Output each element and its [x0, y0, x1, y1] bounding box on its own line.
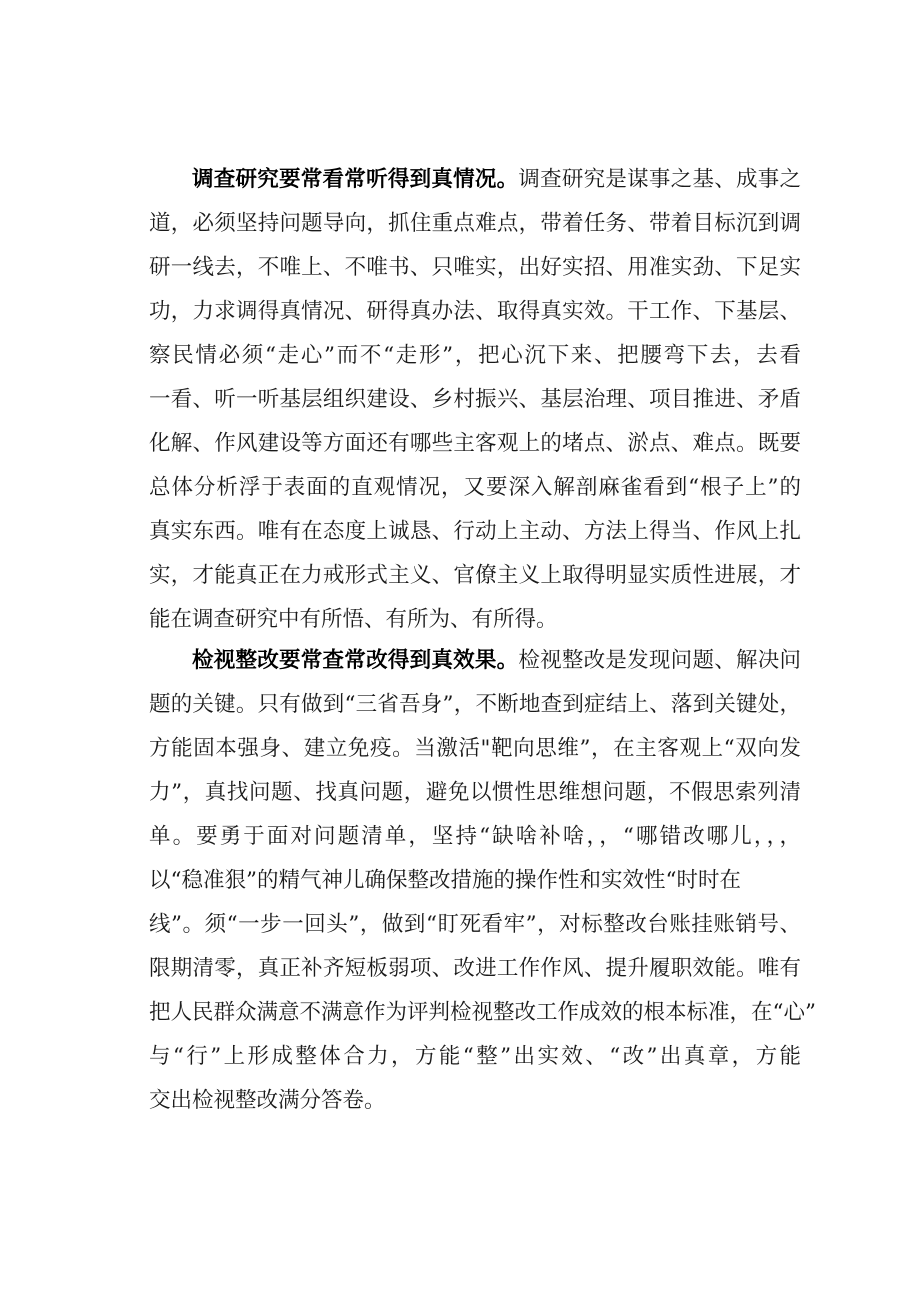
paragraph2-line-2: 题的关键。只有做到“三省吾身”，不断地查到症结上、落到关键处， [149, 692, 801, 717]
paragraph2-line-3: 方能固本强身、建立免疫。当激活"靶向思维”，在主客观上“双向发 [149, 736, 801, 761]
paragraph2-line-6: 以“稳准狠”的精气神儿确保整改措施的操作性和实效性“时时在 [149, 868, 741, 893]
paragraph2-line-5: 单。要勇于面对问题清单，坚持“缺啥补啥，，“哪错改哪儿，，， [149, 824, 801, 849]
paragraph2-line-7: 线”。须“一步一回头”，做到“盯死看牢”，对标整改台账挂账销号、 [149, 912, 801, 937]
paragraph2-line-9: 把人民群众满意不满意作为评判检视整改工作成效的根本标准，在“心” [149, 1000, 816, 1025]
paragraph2-line-1 [192, 641, 801, 681]
paragraph1-line-4: 功，力求调得真情况、研得真办法、取得真实效。干工作、下基层、 [149, 299, 801, 324]
paragraph1-line-10: 实，才能真正在力戒形式主义、官僚主义上取得明显实质性进展，才 [149, 563, 801, 588]
paragraph1-line-1 [192, 160, 801, 200]
paragraph1-text: 调查研究是谋事之基、成事之 [518, 167, 801, 192]
paragraph2-heading: 检视整改要常查常改得到真效果。 [192, 648, 519, 673]
paragraph1-line-5: 察民情必须“走心”而不“走形”，把心沉下来、把腰弯下去，去看 [149, 343, 801, 368]
paragraph2-line-4: 力”，真找问题、找真问题，避免以惯性思维想问题，不假思索列清 [149, 780, 801, 805]
paragraph1-line-11: 能在调查研究中有所悟、有所为、有所得。 [149, 607, 558, 632]
paragraph1-line-8: 总体分析浮于表面的直观情况，又要深入解剖麻雀看到“根子上”的 [149, 475, 801, 500]
paragraph2-line-10: 与“行”上形成整体合力，方能“整”出实效、“改”出真章，方能 [149, 1044, 801, 1069]
paragraph2-text: 检视整改是发现问题、解决问 [518, 648, 801, 673]
paragraph1-line-7: 化解、作风建设等方面还有哪些主客观上的堵点、淤点、难点。既要 [149, 431, 801, 456]
paragraph1-heading: 调查研究要常看常听得到真情况。 [192, 167, 519, 192]
paragraph2-line-8: 限期清零，真正补齐短板弱项、改进工作作风、提升履职效能。唯有 [149, 956, 801, 981]
paragraph1-line-9: 真实东西。唯有在态度上诚恳、行动上主动、方法上得当、作风上扎 [149, 519, 801, 544]
paragraph1-line-6: 一看、听一听基层组织建设、乡村振兴、基层治理、项目推进、矛盾 [149, 387, 801, 412]
paragraph2-line-11: 交出检视整改满分答卷。 [149, 1088, 386, 1113]
paragraph1-line-2: 道，必须坚持问题导向，抓住重点难点，带着任务、带着目标沉到调 [149, 211, 801, 236]
paragraph1-line-3: 研一线去，不唯上、不唯书、只唯实，出好实招、用准实劲、下足实 [149, 255, 801, 280]
